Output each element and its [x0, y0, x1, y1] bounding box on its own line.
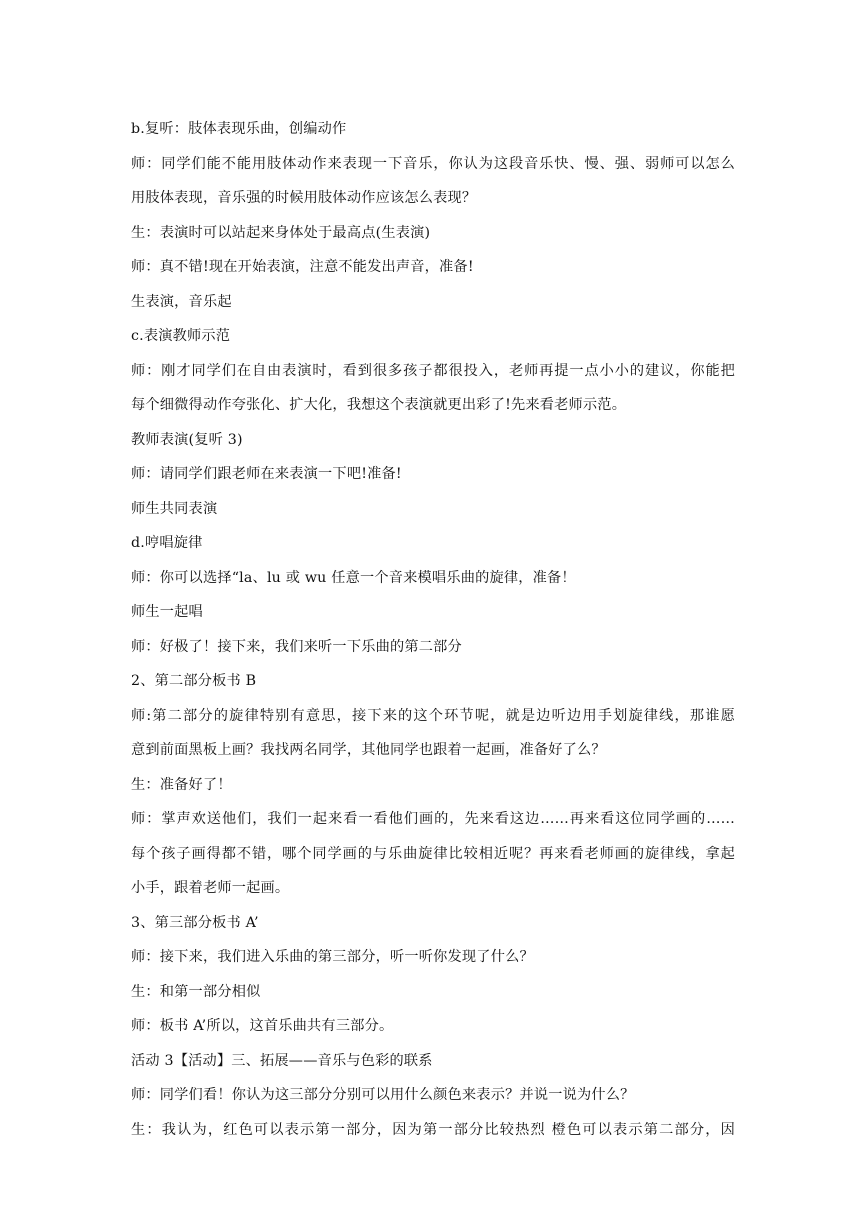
text-line: 意到前面黑板上画？我找两名同学，其他同学也跟着一起画，准备好了么？: [131, 742, 606, 758]
text-line: 师：好极了！接下来，我们来听一下乐曲的第二部分: [131, 638, 462, 655]
text-line: 师生共同表演: [131, 500, 218, 517]
text-line: 师:第二部分的旋律特别有意思，接下来的这个环节呢，就是边听边用手划旋律线，那谁愿: [131, 707, 735, 724]
text-line: 生：我认为，红色可以表示第一部分，因为第一部分比较热烈 橙色可以表示第二部分，因: [131, 1121, 735, 1138]
text-line: 2、第二部分板书 B: [131, 673, 257, 689]
text-line: 3、第三部分板书 A’: [131, 914, 259, 931]
text-line: 师：真不错!现在开始表演，注意不能发出声音，准备!: [131, 259, 474, 275]
text-line: 师：你可以选择“la、lu 或 wu 任意一个音来模唱乐曲的旋律，准备！: [131, 569, 576, 586]
text-line: 师：刚才同学们在自由表演时，看到很多孩子都很投入，老师再提一点小小的建议，你能把: [131, 362, 735, 379]
text-line: 生表演，音乐起: [131, 293, 232, 310]
text-line: 小手，跟着老师一起画。: [131, 880, 290, 896]
text-line: 生：表演时可以站起来身体处于最高点(生表演): [131, 224, 431, 241]
text-line: 师：接下来，我们进入乐曲的第三部分，听一听你发现了什么？: [131, 949, 534, 965]
text-line: 师：请同学们跟老师在来表演一下吧!准备!: [131, 466, 402, 482]
text-line: 师：同学们看！你认为这三部分分别可以用什么颜色来表示？并说一说为什么？: [131, 1087, 635, 1103]
text-line: c.表演教师示范: [131, 328, 231, 344]
text-line: 活动 3【活动】三、拓展——音乐与色彩的联系: [131, 1052, 433, 1069]
text-line: 每个细微得动作夸张化、扩大化，我想这个表演就更出彩了!先来看老师示范。: [131, 397, 627, 413]
text-line: 生：准备好了！: [131, 776, 232, 793]
text-line: 师：板书 A’所以，这首乐曲共有三部分。: [131, 1018, 394, 1034]
text-line: 教师表演(复听 3): [131, 431, 243, 448]
text-line: b.复听：肢体表现乐曲，创编动作: [131, 121, 347, 137]
text-line: d.哼唱旋律: [131, 535, 203, 551]
document-body: [131, 112, 735, 1147]
text-line: 师：同学们能不能用肢体动作来表现一下音乐，你认为这段音乐快、慢、强、弱师可以怎么: [131, 155, 735, 172]
text-line: 每个孩子画得都不错，哪个同学画的与乐曲旋律比较相近呢？再来看老师画的旋律线，拿起: [131, 845, 735, 862]
text-line: 用肢体表现，音乐强的时候用肢体动作应该怎么表现？: [131, 190, 477, 206]
text-line: 师：掌声欢送他们，我们一起来看一看他们画的，先来看这边……再来看这位同学画的……: [131, 811, 735, 827]
text-line: 生：和第一部分相似: [131, 983, 261, 1000]
text-line: 师生一起唱: [131, 604, 203, 620]
